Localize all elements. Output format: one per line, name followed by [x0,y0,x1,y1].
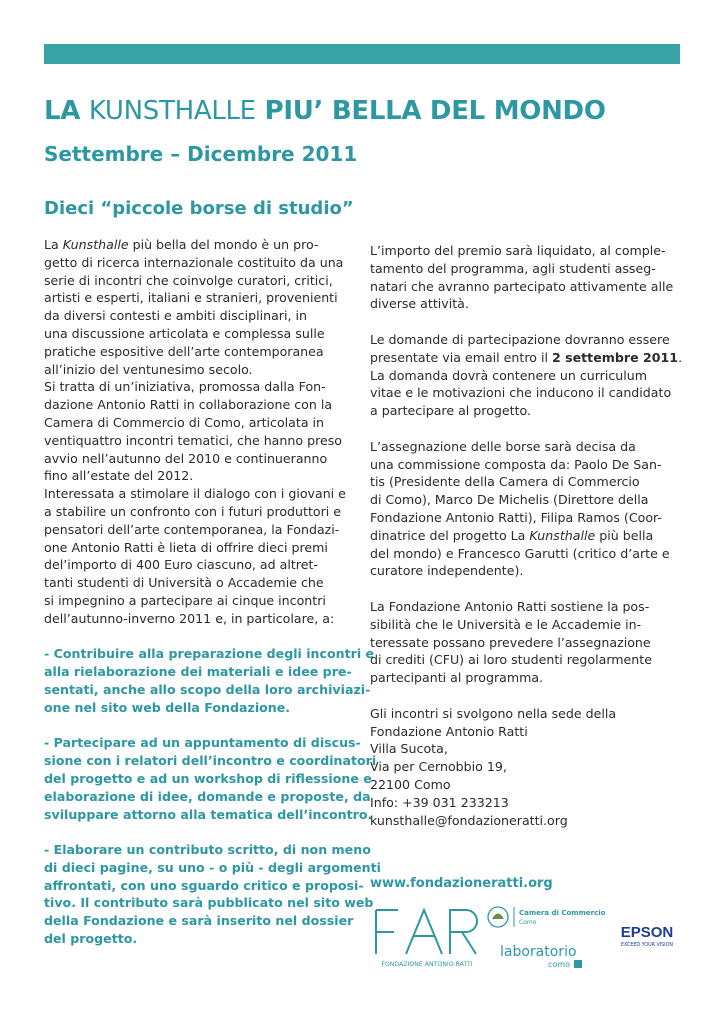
credits-paragraph [370,598,680,687]
text-line: Le domande di partecipazione dovranno essere [370,331,670,347]
text-line: serie di incontri che coinvolge curatori, critici, [44,272,333,288]
text-span: . [678,349,683,365]
lab-logo-text-1: laboratorio [500,944,577,960]
bullet-contribute [44,645,375,716]
text-line: natari che avranno partecipato attivamente alle [370,278,674,294]
epson-logo-text: EPSON [620,924,674,941]
right-column [370,242,683,829]
text-line: di dieci pagine, su uno - o più - degli argomenti [44,859,381,875]
text-line: Si tratta di un’iniziativa, promossa dalla Fon- [44,379,326,395]
text-line: Villa Sucota, [370,741,448,757]
deadline-date: 2 settembre 2011 [551,349,679,365]
text-line: one nel sito web della Fondazione. [44,699,291,715]
intro-paragraph [44,254,354,628]
text-line: L’importo del premio sarà liquidato, al comple- [370,243,666,258]
cc-logo-text-2: Como [519,919,537,926]
text-line: a stabilire un confronto con i futuri produttori e [44,503,342,519]
laboratorio-como-logo [496,940,596,970]
text-line: di crediti (CFU) ai loro studenti regolarmente [370,652,652,668]
text-line: dazione Antonio Ratti in collaborazione con la [44,397,333,413]
text-line: tamento del programma, agli studenti asseg- [370,260,656,276]
epson-logo [612,922,682,950]
text-line: si impegnino a partecipare ai cinque incontri [44,592,326,608]
header-bar [44,44,680,64]
far-logo-text: FONDAZIONE ANTONIO RATTI [381,961,473,968]
page-subtitle: Settembre – Dicembre 2011 [44,142,358,166]
text-line: L’assegnazione delle borse sarà decisa da [370,438,636,454]
text-line: alla rielaborazione dei materiali e idee pre- [44,664,352,680]
text-line: 22100 Como [370,776,451,792]
deadline-line [370,349,683,367]
bullet-participate [44,734,377,823]
text-line: vitae e le motivazioni che inducono il candidato [370,385,672,401]
text-line: sione con i relatori dell’incontro e coordinatori [44,753,377,769]
text-span: dinatrice del progetto La [370,527,530,543]
text-line: una commissione composta da: Paolo De San- [370,456,662,472]
text-line: dell’autunno-inverno 2011 e, in particolare, a: [44,610,335,626]
cc-logo-text-1: Camera di Commercio [519,909,606,917]
text-line: - Elaborare un contributo scritto, di non meno [44,842,371,858]
text-line: una discussione articolata e complessa sulle [44,325,325,341]
text-span: presentate via email entro il [370,349,552,365]
intro-text: La [44,237,63,252]
text-line: Gli incontri si svolgono nella sede della [370,705,617,721]
prize-paragraph [370,242,680,313]
text-line: - Partecipare ad un appuntamento di discus- [44,735,361,751]
text-line: La Fondazione Antonio Ratti sostiene la pos- [370,598,650,614]
title-rest: PIU’ BELLA DEL MONDO [264,96,606,126]
text-line: del mondo) e Francesco Garutti (critico d’arte e [370,545,670,561]
text-line: tivo. Il contributo sarà pubblicato nel sito web [44,895,374,911]
text-line: a partecipare al progetto. [370,403,532,419]
text-line: Via per Cernobbio 19, [370,759,507,775]
text-line: tanti studenti di Università o Accademie che [44,575,324,591]
intro-first-line [44,236,354,254]
text-line: sibilità che le Università e le Accademie in- [370,616,642,632]
text-line: pratiche espositive dell’arte contemporanea [44,343,324,359]
camera-commercio-logo [486,904,606,936]
text-span: più bella [595,527,654,543]
text-line: curatore independente). [370,563,524,579]
fondazione-ratti-logo [372,904,482,970]
text-line: one Antonio Ratti è lieta di offrire dieci premi [44,539,328,555]
text-italic: Kunsthalle [529,527,596,543]
text-line: del’importo di 400 Euro ciascuno, ad altret- [44,557,318,573]
text-line: elaborazione di idee, domande e proposte, da [44,788,371,804]
text-line: all’inizio del ventunesimo secolo. [44,361,253,377]
text-line: getto di ricerca internazionale costituito da una [44,254,344,270]
section-heading: Dieci “piccole borse di studio” [44,198,354,219]
title-la: LA [44,96,81,126]
text-line: artisti e esperti, italiani e stranieri, provenienti [44,290,338,306]
text-line: partecipanti al programma. [370,670,544,686]
text-line: sentati, anche allo scopo della loro archiviazi- [44,681,371,697]
text-line: della Fondazione e sarà inserito nel dossier [44,913,354,929]
website-link[interactable]: www.fondazioneratti.org [370,876,553,891]
intro-italic: Kunsthalle [62,237,129,252]
text-line: Fondazione Antonio Ratti), Filipa Ramos (Coor- [370,509,662,525]
text-line: del progetto e ad un workshop di riflessione e [44,770,372,786]
venue-paragraph [370,705,680,830]
text-line: fino all’estate del 2012. [44,468,194,484]
contact-phone: Info: +39 031 233213 [370,794,509,810]
text-line: affrontati, con uno sguardo critico e proposi- [44,877,364,893]
text-line: Fondazione Antonio Ratti [370,723,528,739]
text-line: La domanda dovrà contenere un curriculum [370,367,648,383]
text-line: di Como), Marco De Michelis (Direttore della [370,492,649,508]
application-paragraph [370,331,683,420]
text-line: sviluppare attorno alla tematica dell’incontro. [44,806,373,822]
text-line: avvio nell’autunno del 2010 e continueranno [44,450,328,466]
bullet-written [44,841,381,948]
text-line: diverse attività. [370,296,469,312]
text-line: teressate possano prevedere l’assegnazione [370,634,651,650]
left-column [44,236,381,948]
text-line: Camera di Commercio di Como, articolata in [44,414,325,430]
contact-email[interactable]: kunsthalle@fondazioneratti.org [370,812,568,828]
text-line: ventiquattro incontri tematici, che hanno preso [44,432,342,448]
title-kunsthalle: KUNSTHALLE [88,96,256,126]
epson-logo-tagline: EXCEED YOUR VISION [621,943,673,948]
text-line [370,527,680,545]
committee-paragraph [370,438,680,580]
text-line: pensatori dell’arte contemporanea, la Fondazi- [44,521,340,537]
lab-logo-text-2: como [548,960,570,969]
text-line: Interessata a stimolare il dialogo con i giovani e [44,486,346,502]
intro-text: più bella del mondo è un pro- [128,237,319,252]
text-line: da diversi contesti e ambiti disciplinari, in [44,308,307,324]
text-line: - Contribuire alla preparazione degli incontri e [44,646,375,662]
text-line: tis (Presidente della Camera di Commercio [370,474,640,490]
page-title [44,96,606,126]
text-line: del progetto. [44,931,138,947]
